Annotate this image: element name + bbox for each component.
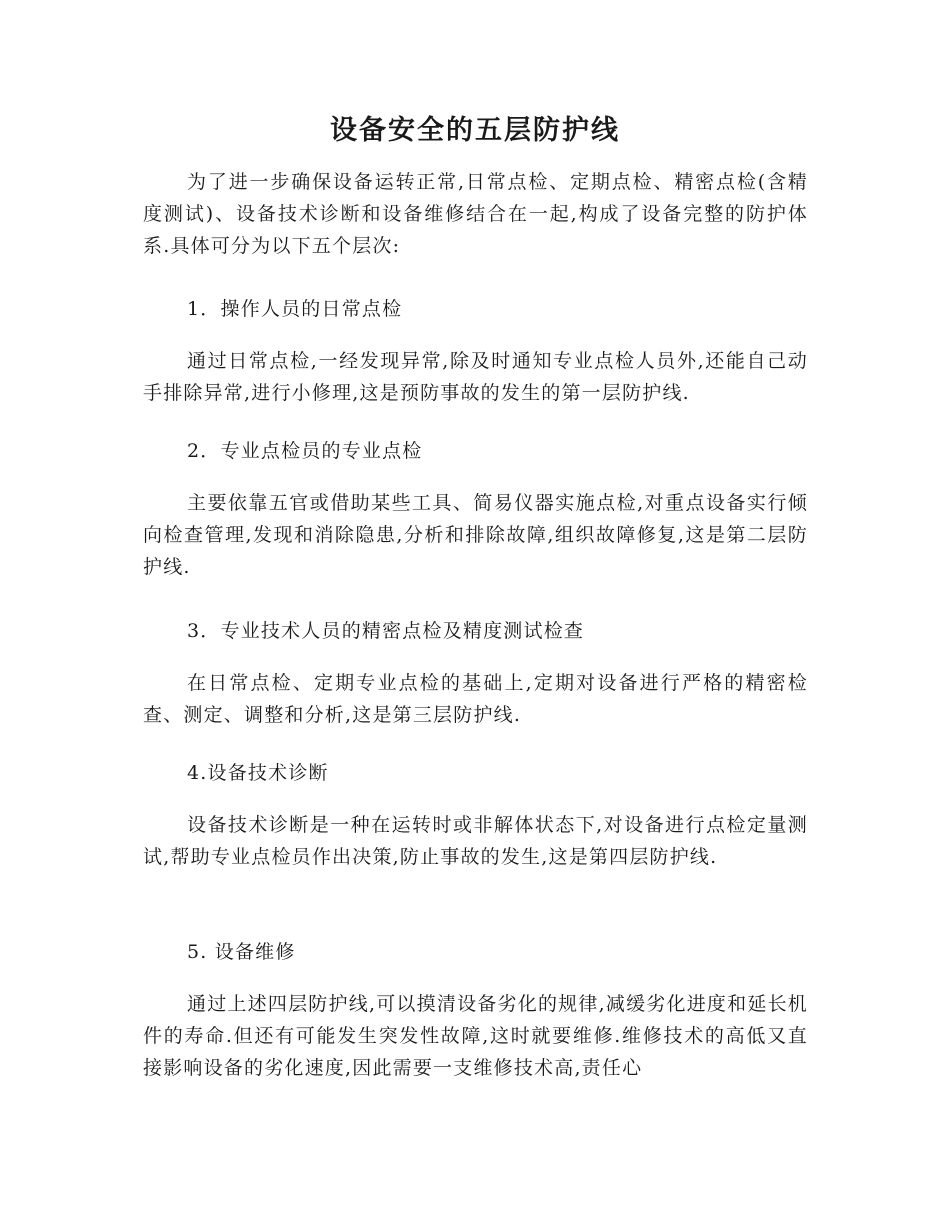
section-5-body: 通过上述四层防护线,可以摸清设备劣化的规律,减缓劣化进度和延长机件的寿命.但还有可能发生突发性故障,这时就要维修.维修技术的高低又直接影响设备的劣化速度,因此需要一支维修技术高,责任心	[143, 993, 808, 1079]
section-4-body: 设备技术诊断是一种在运转时或非解体状态下,对设备进行点检定量测试,帮助专业点检员作出决策,防止事故的发生,这是第四层防护线.	[143, 814, 808, 868]
section-3-heading: 3．专业技术人员的精密点检及精度测试检查	[187, 620, 585, 642]
intro-paragraph: 为了进一步确保设备运转正常,日常点检、定期点检、精密点检(含精度测试)、设备技术诊断和设备维修结合在一起,构成了设备完整的防护体系.具体可分为以下五个层次:	[143, 171, 808, 257]
section-2-heading: 2．专业点检员的专业点检	[187, 440, 423, 462]
section-1-heading: 1．操作人员的日常点检	[187, 298, 403, 320]
section-1-body: 通过日常点检,一经发现异常,除及时通知专业点检人员外,还能自己动手排除异常,进行小修理,这是预防事故的发生的第一层防护线.	[143, 350, 808, 404]
section-3-body: 在日常点检、定期专业点检的基础上,定期对设备进行严格的精密检查、测定、调整和分析,这是第三层防护线.	[143, 672, 808, 726]
section-2-body: 主要依靠五官或借助某些工具、简易仪器实施点检,对重点设备实行倾向检查管理,发现和消除隐患,分析和排除故障,组织故障修复,这是第二层防护线.	[143, 492, 808, 578]
document-title: 设备安全的五层防护线	[330, 115, 620, 146]
section-4-heading: 4.设备技术诊断	[187, 762, 329, 784]
section-5-heading: 5. 设备维修	[187, 941, 296, 963]
